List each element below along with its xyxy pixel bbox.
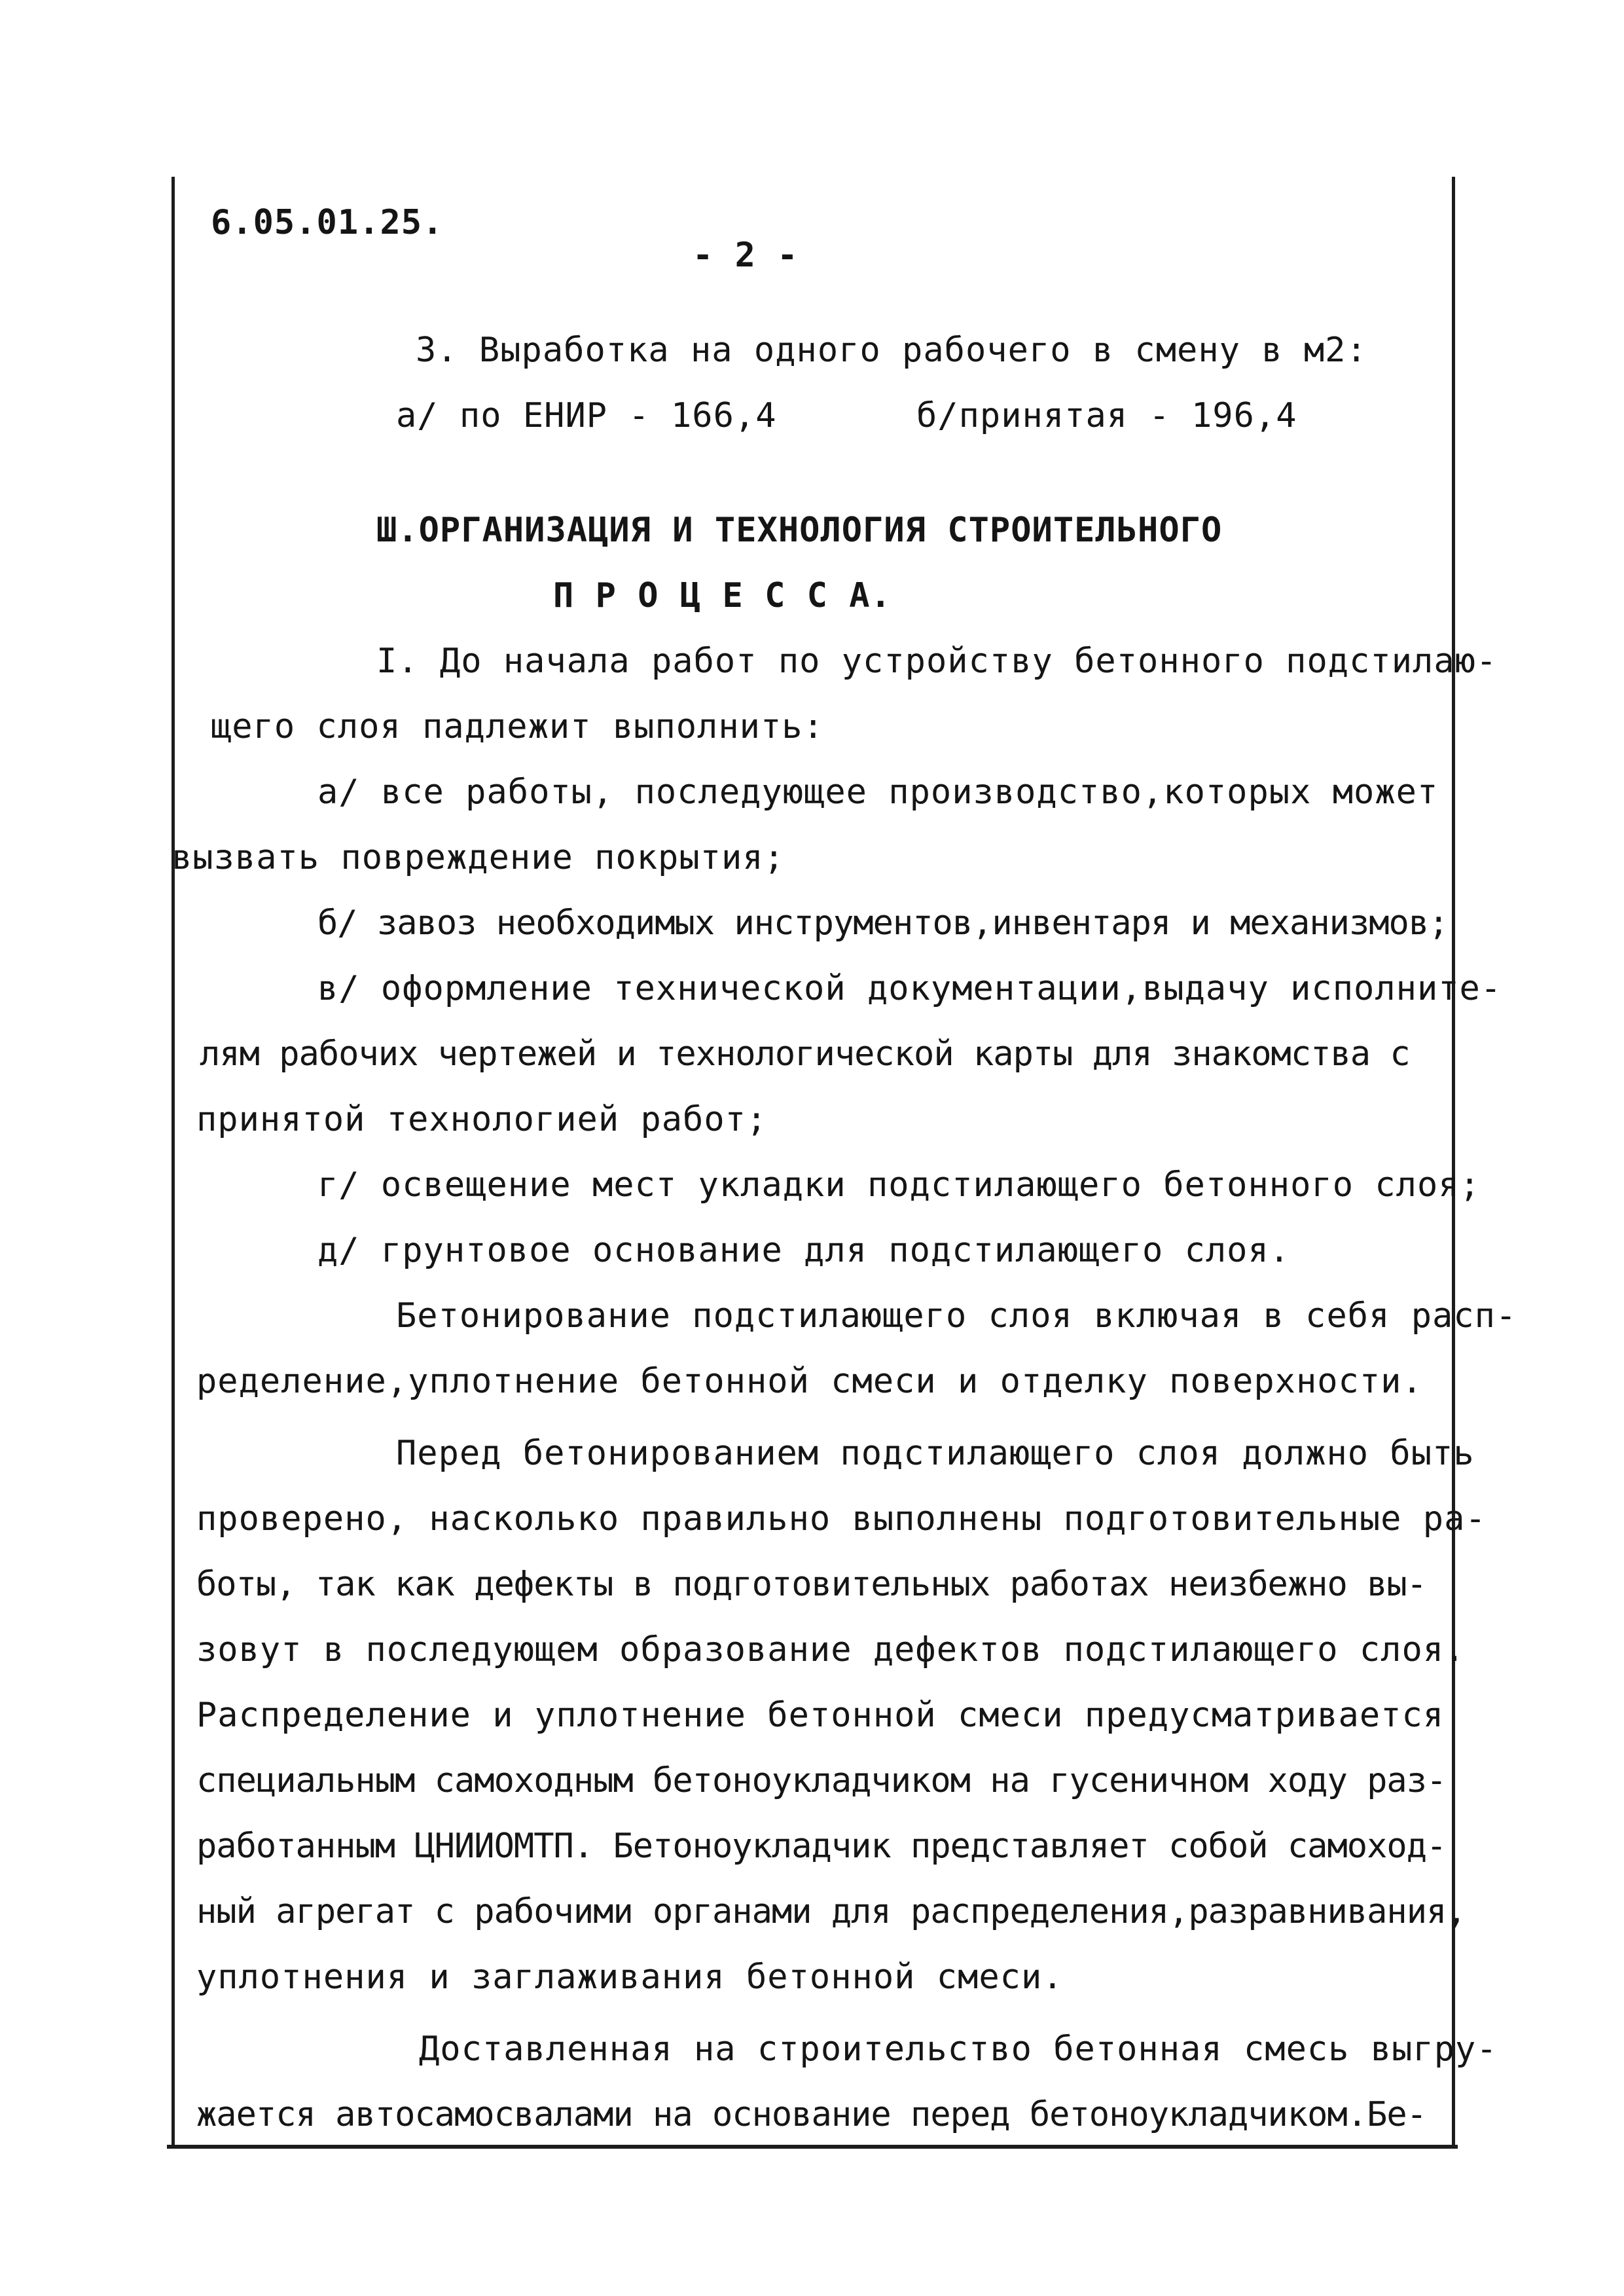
list-item: в/ оформление технической документации,выдачу исполните- bbox=[317, 969, 1502, 1008]
paragraph-line: боты, так как дефекты в подготовительных работах неизбежно вы- bbox=[196, 1565, 1427, 1604]
paragraph-line: специальным самоходным бетоноукладчиком на гусеничном ходу раз- bbox=[196, 1761, 1447, 1800]
paragraph-line: вызвать повреждение покрытия; bbox=[171, 838, 785, 877]
list-item: д/ грунтовое основание для подстилающего слоя. bbox=[317, 1231, 1291, 1270]
output-enir-value: а/ по ЕНИР - 166,4 bbox=[396, 396, 777, 435]
page-frame-left bbox=[171, 177, 175, 2147]
list-item: г/ освещение мест укладки подстилающего бетонного слоя; bbox=[317, 1165, 1481, 1205]
paragraph-line: жается автосамосвалами на основание перед бетоноукладчиком.Бе- bbox=[196, 2095, 1427, 2134]
paragraph-line: Перед бетонированием подстилающего слоя должно быть bbox=[396, 1434, 1475, 1473]
paragraph-line: Доставленная на строительство бетонная смесь выгру- bbox=[419, 2030, 1498, 2069]
list-item: а/ все работы, последующее производство,которых может bbox=[317, 773, 1439, 812]
section-title-continued: П Р О Ц Е С С А. bbox=[553, 576, 892, 615]
list-item: б/ завоз необходимых инструментов,инвентаря и механизмов; bbox=[317, 903, 1449, 943]
paragraph-line: I. До начала работ по устройству бетонного подстилаю- bbox=[376, 642, 1498, 681]
paragraph-line: ределение,уплотнение бетонной смеси и отделку поверхности. bbox=[196, 1362, 1423, 1401]
paragraph-line: проверено, насколько правильно выполнены подготовительные ра- bbox=[196, 1499, 1487, 1539]
page-frame-right bbox=[1452, 177, 1455, 2147]
section-title: Ш.ОРГАНИЗАЦИЯ И ТЕХНОЛОГИЯ СТРОИТЕЛЬНОГО bbox=[376, 511, 1223, 550]
output-heading: 3. Выработка на одного рабочего в смену в м2: bbox=[416, 331, 1367, 370]
paragraph-line: ный агрегат с рабочими органами для распределения,разравнивания, bbox=[196, 1892, 1466, 1931]
document-code: 6.05.01.25. bbox=[211, 203, 444, 242]
page-frame-bottom bbox=[167, 2145, 1458, 2149]
paragraph-line: зовут в последующем образование дефектов подстилающего слоя. bbox=[196, 1630, 1466, 1669]
paragraph-line: уплотнения и заглаживания бетонной смеси. bbox=[196, 1958, 1064, 1997]
paragraph-line: работанным ЦНИИОМТП. Бетоноукладчик представляет собой самоход- bbox=[196, 1827, 1447, 1866]
page-number: - 2 - bbox=[693, 236, 799, 275]
paragraph-line: принятой технологией работ; bbox=[196, 1100, 768, 1139]
paragraph-line: лям рабочих чертежей и технологической карты для знакомства с bbox=[200, 1034, 1410, 1074]
paragraph-line: Распределение и уплотнение бетонной смеси предусматривается bbox=[196, 1696, 1445, 1735]
output-accepted-value: б/принятая - 196,4 bbox=[916, 396, 1297, 435]
paragraph-line: щего слоя падлежит выполнить: bbox=[211, 707, 824, 746]
paragraph-line: Бетонирование подстилающего слоя включая в себя расп- bbox=[396, 1296, 1517, 1336]
